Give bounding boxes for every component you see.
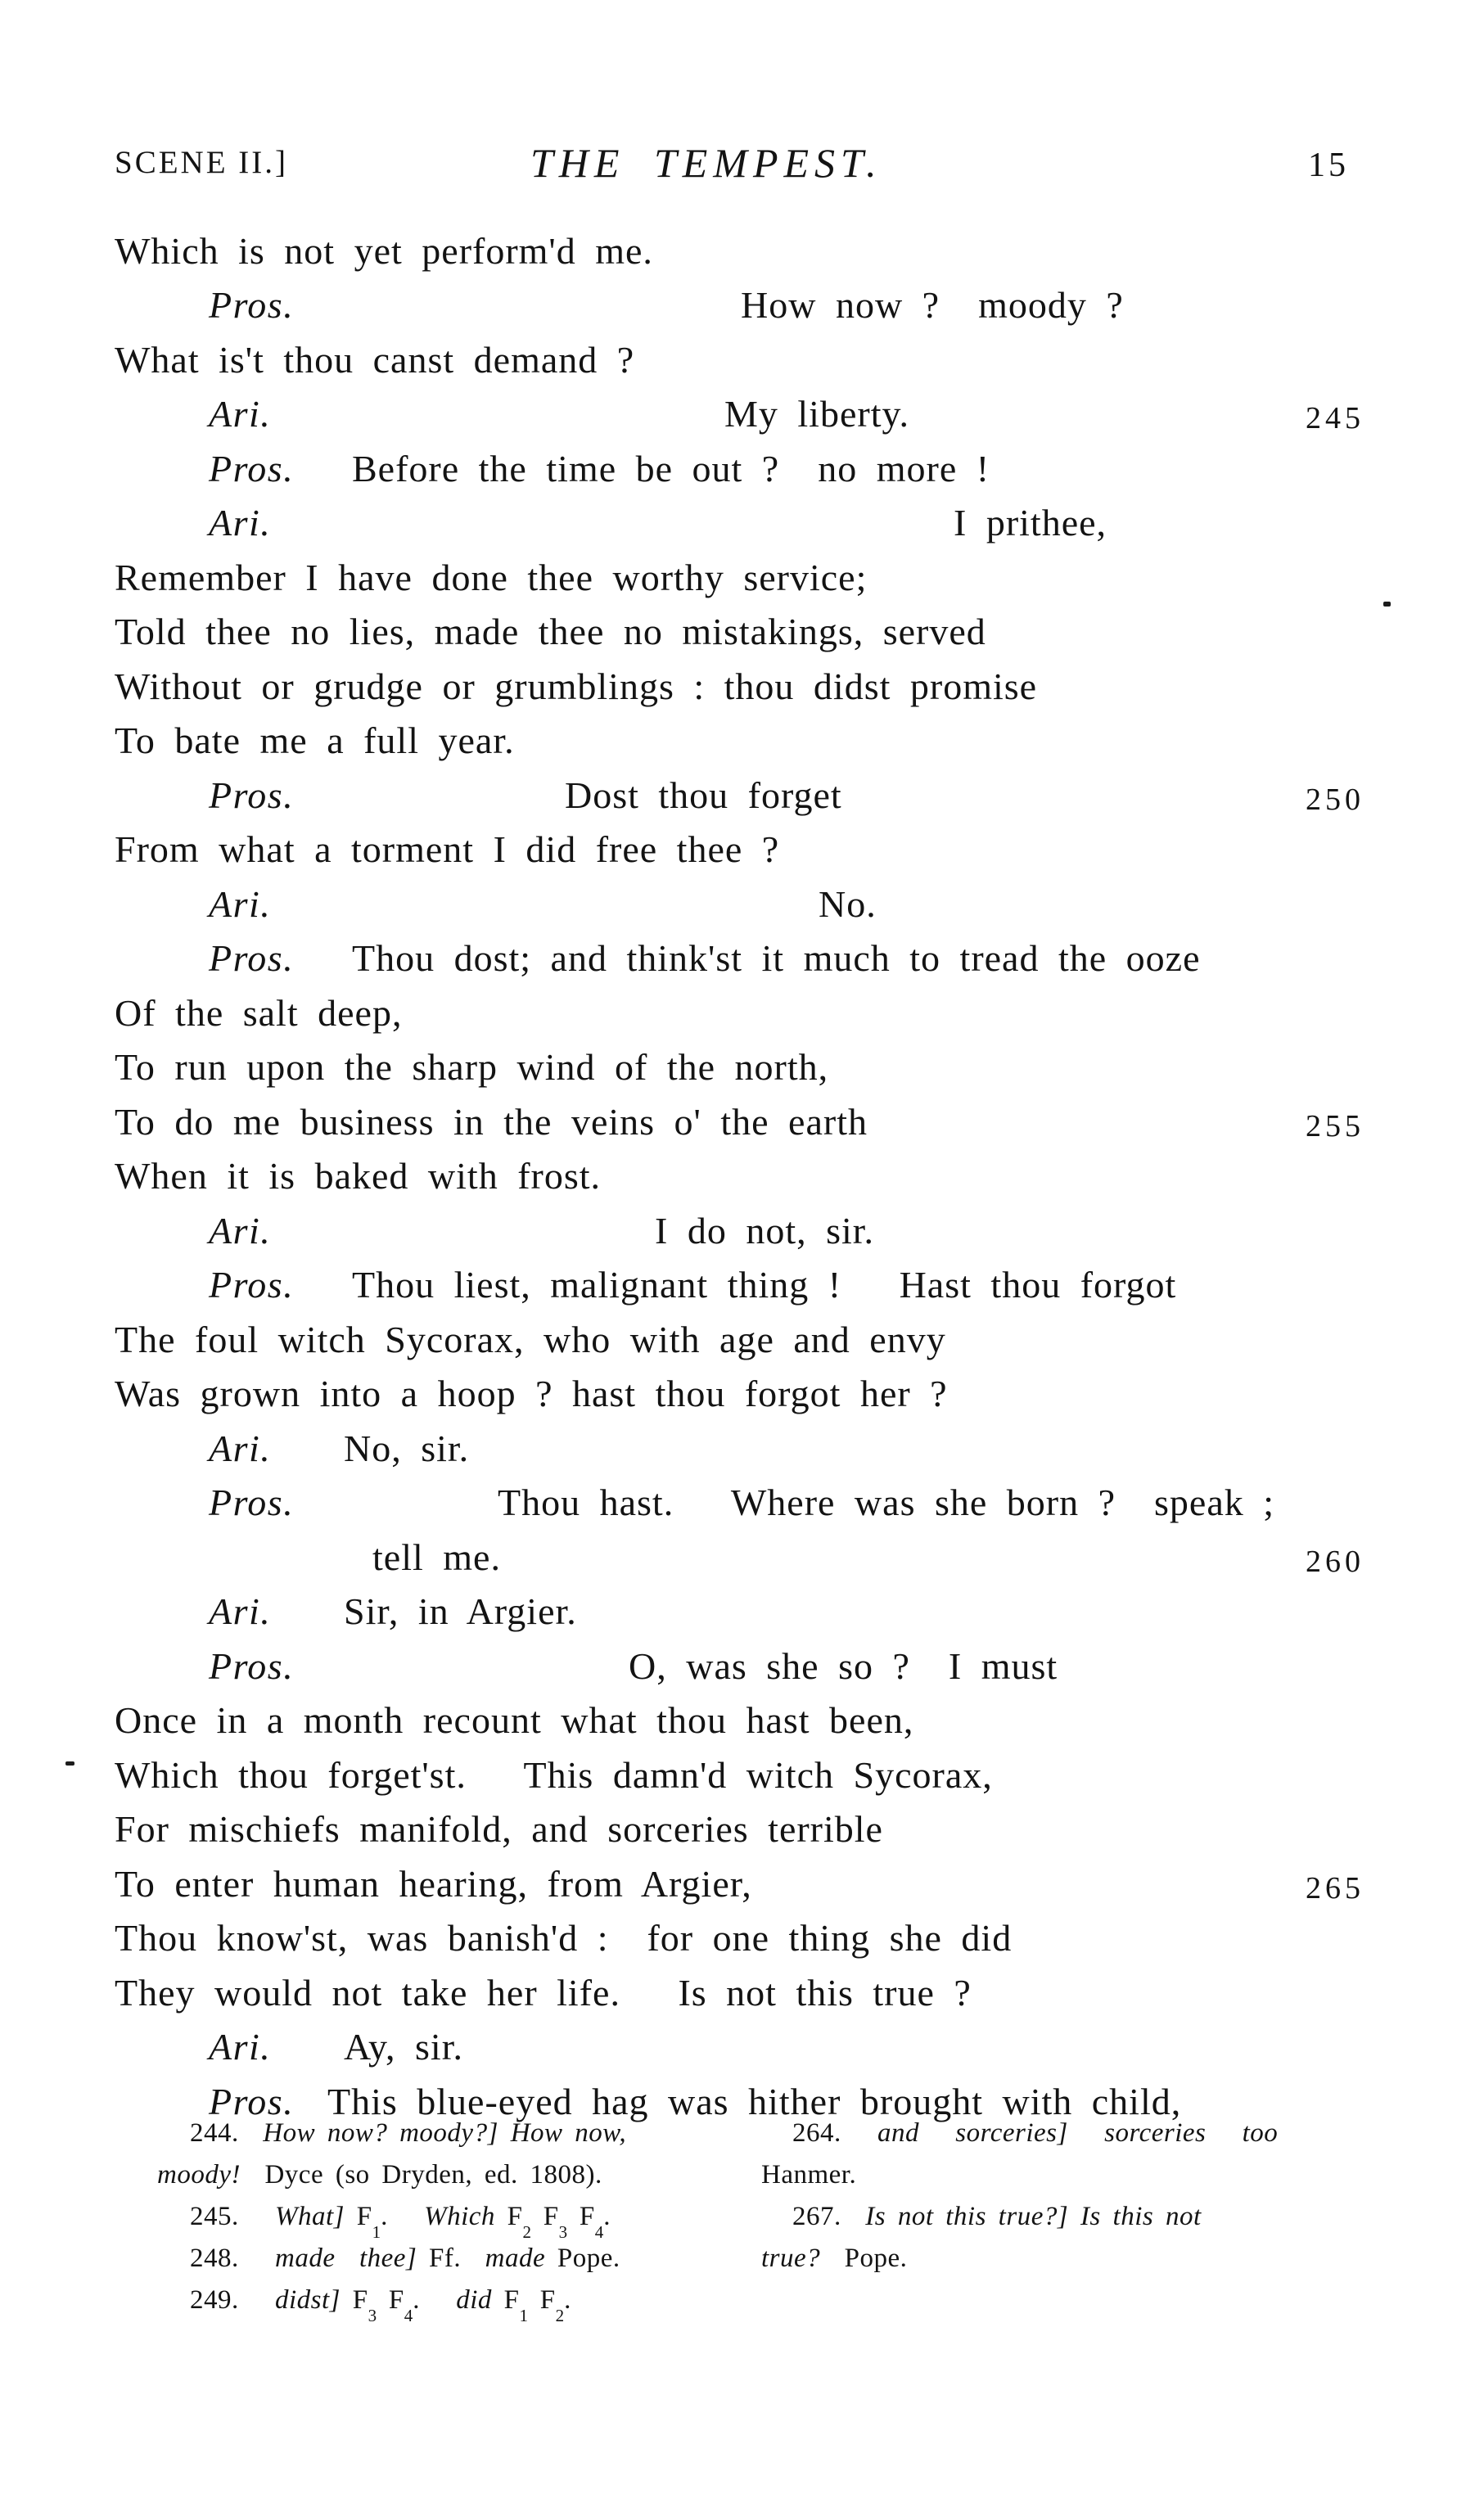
footnote-line-left — [157, 2158, 602, 2191]
footnote-text: F — [345, 2202, 372, 2231]
margin-line-number: 250 — [1306, 782, 1364, 817]
folio-subscript: 1 — [519, 2305, 529, 2325]
verse-line — [0, 1207, 1484, 1258]
speaker-label: Ari. — [209, 1210, 272, 1252]
footnote-text: F — [491, 2285, 520, 2315]
line-text: Thou dost; and think'st it much to tread the ooze — [352, 937, 1201, 979]
verse-line — [0, 608, 1484, 659]
verse-line — [0, 1152, 1484, 1203]
line-text: No. — [819, 883, 877, 925]
running-title: THE TEMPEST. — [530, 140, 882, 186]
footnote-text — [1068, 2202, 1080, 2231]
speaker-label: Pros. — [209, 1482, 295, 1523]
footnote-line-left — [190, 2242, 620, 2275]
speaker-label: Pros. — [209, 774, 295, 816]
line-text: To bate me a full year. — [115, 719, 515, 761]
verse-line — [0, 935, 1484, 985]
verse-line — [0, 1914, 1484, 1965]
verse-line — [0, 1098, 1484, 1149]
margin-line-number: 245 — [1306, 401, 1364, 435]
footnote-line-left — [190, 2200, 611, 2242]
verse-line — [0, 1425, 1484, 1476]
footnote-text: 244. — [190, 2118, 264, 2148]
verse-line — [0, 499, 1484, 550]
verse-line — [0, 881, 1484, 931]
folio-subscript: 1 — [372, 2221, 381, 2242]
footnote-line-left — [190, 2117, 626, 2149]
line-text: Before the time be out ? no more ! — [352, 448, 990, 489]
line-text: This blue-eyed hag was hither brought with child, — [327, 2081, 1182, 2122]
line-text: Thou hast. Where was she born ? speak ; — [498, 1482, 1275, 1523]
verse-line — [0, 1479, 1484, 1530]
verse-line — [0, 554, 1484, 605]
folio-subscript: 3 — [368, 2305, 377, 2325]
footnote-lemma: moody! — [157, 2160, 241, 2190]
footnote-text: F — [528, 2285, 556, 2315]
footnote-lemma: and sorceries] — [877, 2118, 1068, 2148]
verse-line — [0, 1643, 1484, 1693]
footnote-line-right — [792, 2117, 1278, 2149]
verse-line — [0, 663, 1484, 714]
footnote-text: 249. — [190, 2285, 275, 2315]
footnote-lemma: did — [456, 2285, 492, 2315]
footnote-text: F — [341, 2285, 368, 2315]
line-text: No, sir. — [344, 1427, 470, 1469]
line-text: To do me business in the veins o' the earth — [115, 1101, 868, 1143]
line-text: Dost thou forget — [565, 774, 842, 816]
verse-line — [0, 228, 1484, 278]
verse-line — [0, 390, 1484, 441]
verse-line — [0, 1261, 1484, 1312]
footnote-text: F — [567, 2202, 595, 2231]
margin-line-number: 265 — [1306, 1871, 1364, 1905]
line-text: How now ? moody ? — [741, 284, 1124, 326]
footnote-lemma: true? — [761, 2244, 821, 2273]
footnote-lemma: Is this not — [1080, 2202, 1202, 2231]
line-text: tell me. — [372, 1536, 501, 1578]
footnote-text: 248. — [190, 2244, 275, 2273]
footnote-text: . — [381, 2202, 425, 2231]
line-text: The foul witch Sycorax, who with age and envy — [115, 1319, 946, 1360]
line-text: O, was she so ? I must — [629, 1645, 1058, 1687]
footnote-text: Pope. — [820, 2244, 908, 2273]
footnote-text: . — [564, 2285, 571, 2315]
margin-line-number: 260 — [1306, 1545, 1364, 1579]
footnote-lemma: Is not this true?] — [865, 2202, 1069, 2231]
speaker-label: Ari. — [209, 502, 272, 543]
footnote-text: 264. — [792, 2118, 877, 2148]
line-text: Remember I have done thee worthy service; — [115, 557, 868, 598]
line-text: Thou know'st, was banish'd : for one thing she did — [115, 1917, 1013, 1959]
verse-line — [0, 1860, 1484, 1911]
line-text: Once in a month recount what thou hast been, — [115, 1699, 914, 1741]
line-text: Thou liest, malignant thing ! Hast thou forgot — [352, 1264, 1177, 1306]
speaker-label: Pros. — [209, 448, 295, 489]
footnote-line-right — [792, 2200, 1202, 2233]
verse-line — [0, 717, 1484, 768]
footnote-lemma: made thee] — [275, 2244, 417, 2273]
verse-line — [0, 1588, 1484, 1639]
line-text: Of the salt deep, — [115, 992, 403, 1034]
line-text: I prithee, — [954, 502, 1107, 543]
verse-line — [0, 1806, 1484, 1856]
verse-line — [0, 336, 1484, 387]
folio-subscript: 2 — [522, 2221, 532, 2242]
footnote-line-left — [190, 2284, 571, 2325]
scene-heading: SCENE II.] — [115, 145, 288, 180]
line-text: Without or grudge or grumblings : thou didst promise — [115, 665, 1038, 707]
verse-line — [0, 1969, 1484, 2020]
line-text: My liberty. — [724, 393, 909, 435]
speaker-label: Ari. — [209, 1427, 272, 1469]
footnote-lemma: What] — [275, 2202, 345, 2231]
verse-line — [0, 1370, 1484, 1421]
footnote-line-right — [761, 2158, 856, 2191]
speaker-label: Pros. — [209, 937, 295, 979]
line-text: For mischiefs manifold, and sorceries terrible — [115, 1808, 883, 1850]
footnote-text: Dyce (so Dryden, ed. 1808). — [240, 2160, 602, 2190]
footnote-text: Hanmer. — [761, 2160, 857, 2190]
speaker-label: Ari. — [209, 393, 272, 435]
line-text: Was grown into a hoop ? hast thou forgot her ? — [115, 1373, 948, 1414]
footnote-text: 245. — [190, 2202, 275, 2231]
ink-speck — [65, 1761, 74, 1766]
line-text: From what a torment I did free thee ? — [115, 828, 780, 870]
footnote-text: . — [603, 2202, 611, 2231]
footnote-lemma: made — [485, 2244, 546, 2273]
verse-line — [0, 1752, 1484, 1802]
verse-line — [0, 1697, 1484, 1748]
footnote-text: . — [413, 2285, 457, 2315]
folio-subscript: 4 — [404, 2305, 413, 2325]
speaker-label: Ari. — [209, 1590, 272, 1632]
footnote-text: F — [531, 2202, 559, 2231]
ink-speck — [1383, 602, 1391, 607]
speaker-label: Ari. — [209, 2026, 272, 2068]
footnote-text: F — [377, 2285, 404, 2315]
footnote-text: F — [494, 2202, 523, 2231]
footnote-lemma: sorceries too — [1104, 2118, 1279, 2148]
verse-line — [0, 772, 1484, 823]
line-text: Which thou forget'st. This damn'd witch Sycorax, — [115, 1754, 993, 1796]
footnote-lemma: How now, — [510, 2118, 627, 2148]
line-text: Sir, in Argier. — [344, 1590, 577, 1632]
line-text: To run upon the sharp wind of the north, — [115, 1046, 829, 1088]
verse-line — [0, 1316, 1484, 1367]
footnote-line-right — [761, 2242, 907, 2275]
speaker-label: Pros. — [209, 1645, 295, 1687]
verse-line — [0, 2023, 1484, 2074]
folio-subscript: 2 — [555, 2305, 565, 2325]
line-text: They would not take her life. Is not this true ? — [115, 1972, 972, 2014]
folio-subscript: 3 — [558, 2221, 568, 2242]
footnote-lemma: How now? moody?] — [263, 2118, 498, 2148]
footnote-text: 267. — [792, 2202, 866, 2231]
speaker-label: Pros. — [209, 1264, 295, 1306]
line-text: To enter human hearing, from Argier, — [115, 1863, 752, 1905]
footnote-lemma: didst] — [275, 2285, 341, 2315]
margin-line-number: 255 — [1306, 1109, 1364, 1143]
line-text: Which is not yet perform'd me. — [115, 230, 653, 272]
line-text: Told thee no lies, made thee no mistakings, served — [115, 611, 986, 652]
verse-line — [0, 282, 1484, 332]
verse-line — [0, 445, 1484, 496]
footnote-text — [1068, 2118, 1104, 2148]
page-number: 15 — [1308, 147, 1349, 184]
verse-line — [0, 990, 1484, 1040]
verse-line — [0, 1534, 1484, 1585]
line-text: Ay, sir. — [344, 2026, 463, 2068]
footnote-text — [498, 2118, 511, 2148]
speaker-label: Pros. — [209, 2081, 295, 2122]
speaker-label: Pros. — [209, 284, 295, 326]
verse-line — [0, 1044, 1484, 1094]
footnote-lemma: Which — [424, 2202, 495, 2231]
folio-subscript: 4 — [594, 2221, 604, 2242]
footnote-text: Pope. — [545, 2244, 620, 2273]
line-text: I do not, sir. — [655, 1210, 875, 1252]
line-text: When it is baked with frost. — [115, 1155, 602, 1197]
footnote-text: Ff. — [417, 2244, 485, 2273]
verse-line — [0, 826, 1484, 877]
speaker-label: Ari. — [209, 883, 272, 925]
line-text: What is't thou canst demand ? — [115, 339, 635, 381]
